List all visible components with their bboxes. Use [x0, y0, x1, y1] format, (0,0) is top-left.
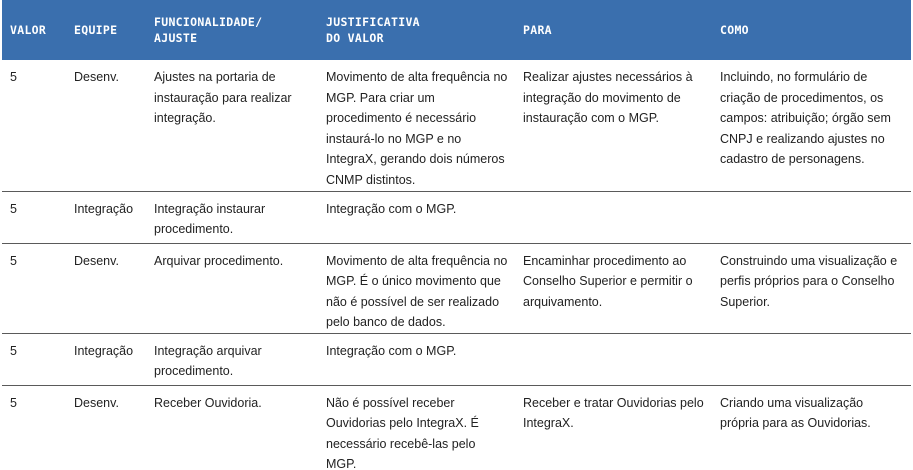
- cell-valor: 5: [10, 395, 17, 410]
- cell-para: Receber e tratar Ouvidorias pelo IntegraX.: [523, 395, 704, 430]
- cell-para: Realizar ajustes necessários à integração do movimento de instauração com o MGP.: [515, 60, 712, 191]
- cell-equipe: Integração: [66, 191, 146, 243]
- header-para: PARA: [523, 23, 552, 37]
- cell-como: Criando uma visualização própria para as Ouvidorias.: [720, 395, 871, 430]
- cell-funcionalidade: Integração instaurar procedimento.: [146, 191, 318, 243]
- value-table: [2, 0, 911, 470]
- cell-como: [712, 333, 911, 385]
- cell-valor: 5: [2, 60, 66, 191]
- header-valor: VALOR: [10, 23, 47, 37]
- table-row: [2, 385, 911, 470]
- cell-equipe: Desenv.: [74, 395, 119, 410]
- cell-equipe: Desenv.: [66, 243, 146, 333]
- table-body: [2, 60, 911, 470]
- cell-para: [515, 333, 712, 385]
- cell-justificativa: Movimento de alta frequência no MGP. Para criar um procedimento é necessário instaurá-lo no MGP e no IntegraX, gerando dois números CNMP distintos.: [318, 60, 515, 191]
- cell-valor: 5: [2, 191, 66, 243]
- cell-funcionalidade: Arquivar procedimento.: [146, 243, 318, 333]
- table-row: [2, 243, 911, 333]
- cell-funcionalidade: Integração arquivar procedimento.: [146, 333, 318, 385]
- header-justificativa: JUSTIFICATIVA DO VALOR: [326, 15, 420, 45]
- header-equipe: EQUIPE: [74, 23, 118, 37]
- cell-como: [712, 191, 911, 243]
- cell-justificativa: Não é possível receber Ouvidorias pelo IntegraX. É necessário recebê-las pelo MGP.: [326, 395, 479, 470]
- header-row: [2, 0, 911, 60]
- cell-justificativa: Movimento de alta frequência no MGP. É o único movimento que não é possível de ser realizado pelo banco de dados.: [318, 243, 515, 333]
- table-row: [2, 60, 911, 191]
- cell-justificativa: Integração com o MGP.: [318, 333, 515, 385]
- cell-para: [515, 191, 712, 243]
- cell-como: Incluindo, no formulário de criação de procedimentos, os campos: atribuição; órgão sem CNPJ e realizando ajustes no cadastro de personagens.: [712, 60, 911, 191]
- cell-funcionalidade: Ajustes na portaria de instauração para realizar integração.: [146, 60, 318, 191]
- cell-funcionalidade: Receber Ouvidoria.: [154, 395, 262, 410]
- cell-como: Construindo uma visualização e perfis próprios para o Conselho Superior.: [712, 243, 911, 333]
- header-funcionalidade: FUNCIONALIDADE/ AJUSTE: [154, 15, 263, 45]
- cell-equipe: Desenv.: [66, 60, 146, 191]
- table-header: [2, 0, 911, 60]
- cell-para: Encaminhar procedimento ao Conselho Superior e permitir o arquivamento.: [515, 243, 712, 333]
- cell-valor: 5: [2, 333, 66, 385]
- cell-justificativa: Integração com o MGP.: [318, 191, 515, 243]
- cell-equipe: Integração: [66, 333, 146, 385]
- cell-valor: 5: [2, 243, 66, 333]
- table-row: [2, 333, 911, 385]
- table-row: [2, 191, 911, 243]
- header-como: COMO: [720, 23, 749, 37]
